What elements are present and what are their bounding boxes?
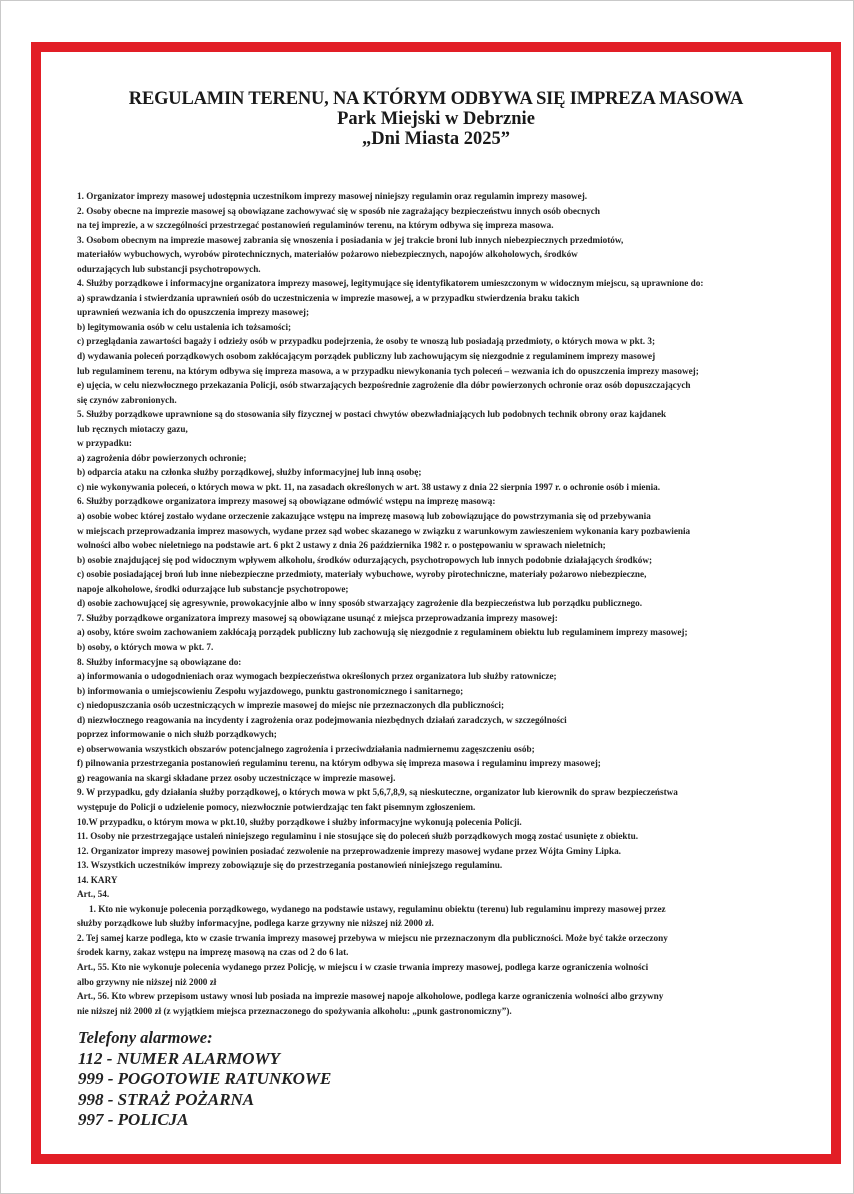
phones-heading: Telefony alarmowe:: [78, 1028, 213, 1047]
regulation-line: b) informowania o umiejscowieniu Zespołu wyjazdowego, punktu gastronomicznego i sanitarnego;: [77, 685, 464, 696]
regulation-line: materiałów wybuchowych, wyrobów pirotechnicznych, materiałów pożarowo niebezpiecznych, napojów alkoholowych, środków: [77, 249, 578, 260]
regulation-line: e) obserwowania wszystkich obszarów potencjalnego zagrożenia i przeciwdziałania nadmiernemu zagęszczeniu osób;: [77, 743, 535, 754]
regulation-line: 7. Służby porządkowe organizatora imprezy masowej są obowiązane usunąć z miejsca przeprowadzania imprezy masowej:: [77, 612, 558, 623]
regulation-line: 12. Organizator imprezy masowej powinien posiadać zezwolenie na przeprowadzenie imprezy masowej wydane przez Wójta Gminy Lipka.: [77, 845, 621, 856]
regulation-line: występuje do Policji o udzielenie pomocy, niezwłocznie potwierdzając ten fakt pisemnym zgłoszeniem.: [77, 801, 476, 812]
regulation-line: 1. Organizator imprezy masowej udostępnia uczestnikom imprezy masowej niniejszy regulamin oraz regulamin imprezy masowej.: [77, 191, 588, 201]
regulation-line: d) wydawania poleceń porządkowych osobom zakłócającym porządek publiczny lub zachowującym się niezgodnie z regulaminem imprezy masowej: [77, 351, 656, 362]
location-title: Park Miejski w Debrznie: [337, 109, 535, 129]
regulation-line: 10.W przypadku, o którym mowa w pkt.10, służby porządkowe i służby informacyjne wykonują polecenia Policji.: [77, 816, 522, 827]
regulation-line: w przypadku:: [77, 438, 132, 449]
regulation-line: b) osobie znajdującej się pod widocznym wpływem alkoholu, środków odurzających, psychotropowych lub innych podobnie działających środków;: [77, 554, 653, 565]
regulation-line: odurzających lub substancji psychotropowych.: [77, 263, 261, 274]
regulation-line: służby porządkowe lub służby informacyjne, podlega karze grzywny nie niższej niż 2000 zł.: [77, 918, 434, 929]
regulation-line: 6. Służby porządkowe organizatora imprezy masowej są obowiązane odmówić wstępu na imprezę masową:: [77, 496, 496, 507]
regulation-line: a) osobie wobec której zostało wydane orzeczenie zakazujące wstępu na imprezę masową lub zobowiązujące do powstrzymania się od przebywania: [77, 511, 651, 522]
phone-item: 112 - NUMER ALARMOWY: [78, 1048, 280, 1068]
regulation-line: wolności albo wobec nieletniego na podstawie art. 6 pkt 2 ustawy z dnia 26 października 1982 r. o postępowaniu w sprawach nieletnich;: [77, 540, 606, 551]
emergency-phones: [78, 1028, 478, 1131]
event-title: „Dni Miasta 2025”: [362, 129, 510, 149]
regulation-line: 4. Służby porządkowe i informacyjne organizatora imprezy masowej, legitymujące się identyfikatorem umieszczonym w widocznym miejscu, są uprawnione do:: [77, 278, 704, 289]
regulation-line: 14. KARY: [77, 874, 118, 885]
regulation-line: na tej imprezie, a w szczególności przestrzegać postanowień regulaminów terenu, na którym odbywa się impreza masowa.: [77, 220, 554, 231]
phone-item: 997 - POLICJA: [78, 1110, 189, 1130]
regulation-line: 1. Kto nie wykonuje polecenia porządkowego, wydanego na podstawie ustawy, regulaminu obiektu (terenu) lub regulaminu imprezy masowej przez: [89, 903, 666, 914]
regulation-line: 2. Osoby obecne na imprezie masowej są obowiązane zachowywać się w sposób nie zagrażający bezpieczeństwu innych osób obecnych: [77, 205, 600, 216]
red-frame: [31, 42, 841, 1164]
regulation-line: Art., 55. Kto nie wykonuje polecenia wydanego przez Policję, w miejscu i w czasie trwania imprezy masowej, podlega karze ograniczenia wolności: [77, 961, 649, 972]
regulation-line: w miejscach przeprowadzania imprez masowych, wydane przez sąd wobec skazanego w związku z warunkowym zawieszeniem wykonania kary pozbawienia: [77, 525, 691, 536]
regulation-line: a) informowania o udogodnieniach oraz wymogach bezpieczeństwa określonych przez organizatora lub służby ratownicze;: [77, 671, 557, 682]
regulation-line: d) osobie zachowującej się agresywnie, prowokacyjnie albo w inny sposób stwarzający zagrożenie dla bezpieczeństwa lub porządku publicznego.: [77, 598, 643, 609]
regulation-line: b) osoby, o których mowa w pkt. 7.: [77, 641, 214, 652]
regulation-line: się czynów zabronionych.: [77, 394, 177, 405]
regulation-line: lub regulaminem terenu, na którym odbywa się impreza masowa, a w przypadku niewykonania tych poleceń – wezwania ich do opuszczenia imprezy masowej;: [77, 365, 699, 376]
regulation-line: 3. Osobom obecnym na imprezie masowej zabrania się wnoszenia i posiadania w jej trakcie broni lub innych niebezpiecznych przedmiotów,: [77, 234, 624, 245]
regulation-line: nie niższej niż 2000 zł (z wyjątkiem miejsca przeznaczonego do spożywania alkoholu: „punk gastronomiczny”).: [77, 1005, 512, 1016]
regulation-line: e) ujęcia, w celu niezwłocznego przekazania Policji, osób stwarzających bezpośrednie zagrożenie dla dóbr powierzonych ochronie oraz osób dopuszczających: [77, 380, 691, 391]
regulation-line: b) legitymowania osób w celu ustalenia ich tożsamości;: [77, 321, 292, 332]
regulation-line: f) pilnowania przestrzegania postanowień regulaminu terenu, na którym odbywa się impreza masowa i regulaminu imprezy masowej;: [77, 758, 601, 769]
regulation-line: Art., 54.: [77, 889, 110, 900]
regulation-line: b) odparcia ataku na członka służby porządkowej, służby informacyjnej lub inną osobę;: [77, 467, 422, 478]
regulation-line: c) nie wykonywania poleceń, o których mowa w pkt. 11, na zasadach określonych w art. 38 ustawy z dnia 22 sierpnia 1997 r. o ochronie osób i mienia.: [77, 481, 661, 492]
regulation-line: Art., 56. Kto wbrew przepisom ustawy wnosi lub posiada na imprezie masowej napoje alkoholowe, podlega karze ograniczenia wolności albo grzywny: [77, 991, 664, 1002]
regulation-line: g) reagowania na skargi składane przez osoby uczestniczące w imprezie masowej.: [77, 772, 396, 783]
regulation-line: albo grzywny nie niższej niż 2000 zł: [77, 976, 217, 987]
regulation-line: a) osoby, które swoim zachowaniem zakłócają porządek publiczny lub zachowują się niezgodnie z regulaminem obiektu lub regulaminem imprezy masowej;: [77, 627, 688, 638]
regulation-line: c) niedopuszczania osób uczestniczących w imprezie masowej do miejsc nie przeznaczonych dla publiczności;: [77, 700, 504, 711]
regulation-content: [41, 52, 831, 1154]
regulation-line: a) sprawdzania i stwierdzania uprawnień osób do uczestniczenia w imprezie masowej, a w przypadku stwierdzenia braku takich: [77, 292, 580, 303]
title-block: [41, 89, 831, 149]
phone-item: 999 - POGOTOWIE RATUNKOWE: [78, 1069, 332, 1089]
regulation-line: 8. Służby informacyjne są obowiązane do:: [77, 656, 242, 667]
regulation-line: d) niezwłocznego reagowania na incydenty i zagrożenia oraz podejmowania niezbędnych działań zaradczych, w szczególności: [77, 714, 567, 725]
regulation-line: 9. W przypadku, gdy działania służby porządkowej, o których mowa w pkt 5,6,7,8,9, są nieskuteczne, organizator lub kierownik do spraw bezpieczeństwa: [77, 787, 678, 798]
regulation-text: [77, 189, 807, 1018]
regulation-line: 2. Tej samej karze podlega, kto w czasie trwania imprezy masowej przebywa w miejscu nie przeznaczonym dla publiczności. Może być także orzeczony: [77, 932, 668, 943]
regulation-line: uprawnień wezwania ich do opuszczenia imprezy masowej;: [77, 307, 310, 318]
regulation-line: lub ręcznych miotaczy gazu,: [77, 423, 188, 434]
regulation-line: c) osobie posiadającej broń lub inne niebezpieczne przedmioty, materiały wybuchowe, wyroby pirotechniczne, materiały pożarowo niebezpieczne,: [77, 569, 647, 580]
regulation-line: 5. Służby porządkowe uprawnione są do stosowania siły fizycznej w postaci chwytów obezwładniających lub podobnych technik obrony oraz kajdanek: [77, 409, 667, 420]
regulation-line: 11. Osoby nie przestrzegające ustaleń niniejszego regulaminu i nie stosujące się do poleceń służb porządkowych mogą zostać usunięte z obiektu.: [77, 831, 639, 842]
regulation-line: środek karny, zakaz wstępu na imprezę masową na czas od 2 do 6 lat.: [77, 947, 349, 958]
phone-item: 998 - STRAŻ POŻARNA: [78, 1089, 255, 1109]
regulation-line: napoje alkoholowe, środki odurzające lub substancje psychotropowe;: [77, 583, 349, 594]
regulation-line: 13. Wszystkich uczestników imprezy zobowiązuje się do przestrzegania postanowień niniejszego regulaminu.: [77, 860, 503, 871]
regulation-line: c) przeglądania zawartości bagaży i odzieży osób w przypadku podejrzenia, że osoby te wnoszą lub posiadają przedmioty, o których mowa w pkt. 3;: [77, 336, 656, 347]
regulation-line: a) zagrożenia dóbr powierzonych ochronie;: [77, 452, 247, 463]
regulation-line: poprzez informowanie o nich służb porządkowych;: [77, 729, 277, 740]
main-title: REGULAMIN TERENU, NA KTÓRYM ODBYWA SIĘ IMPREZA MASOWA: [128, 89, 744, 109]
